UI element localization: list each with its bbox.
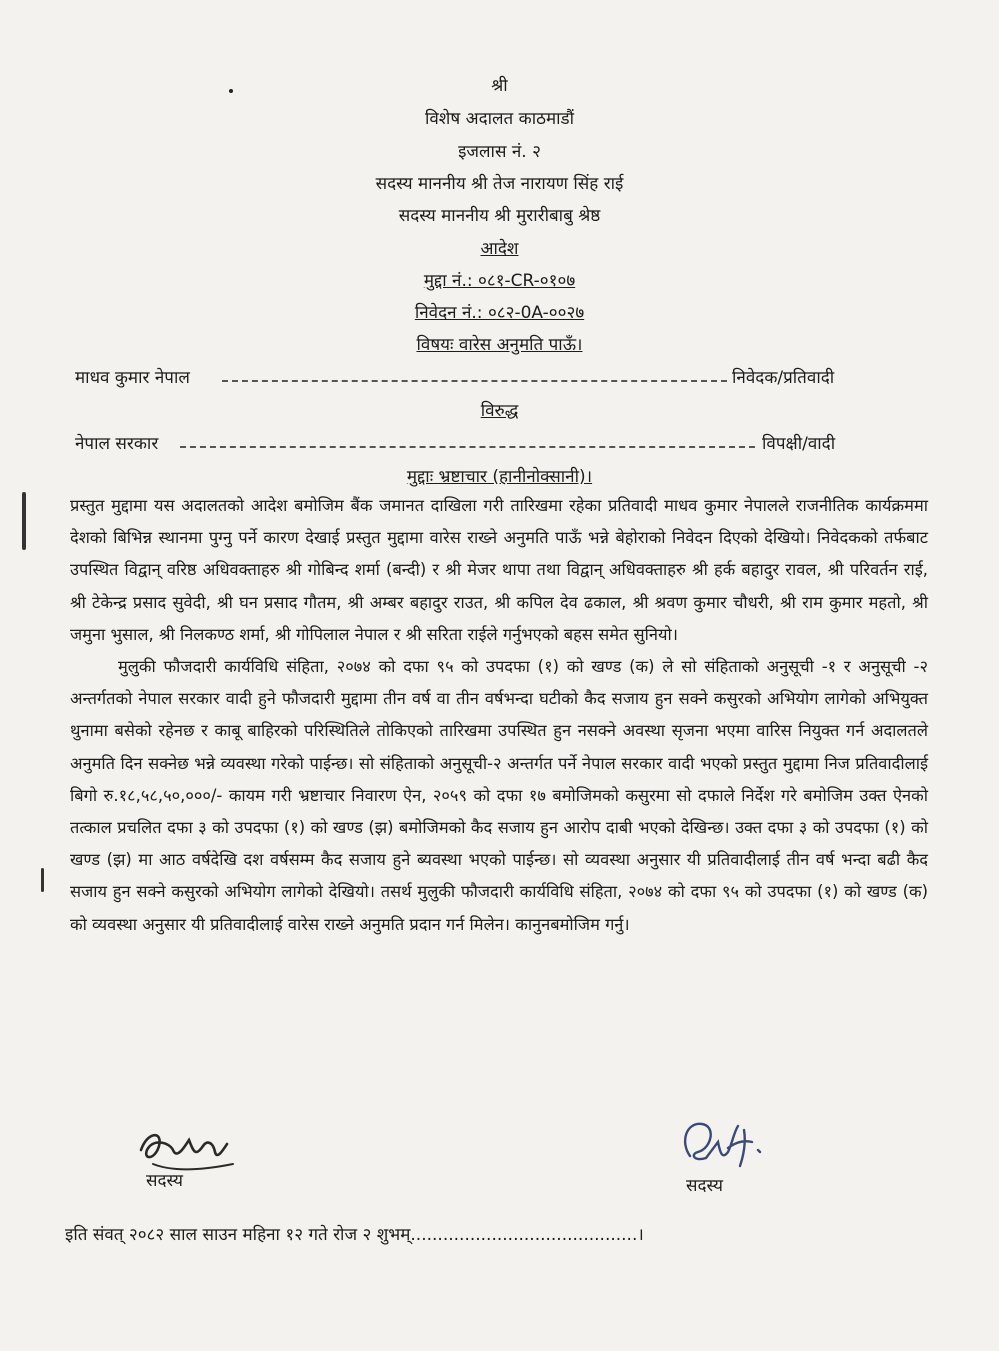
body-paragraph-2: मुलुकी फौजदारी कार्यविधि संहिता, २०७४ को दफा ९५ को उपदफा (१) को खण्ड (क) ले सो संहिताको अनुसूची -१ र अनुसूची -२ अन्तर्गतको नेपाल सरकार वादी हुने फौजदारी मुद्दामा तीन वर्ष वा तीन वर्षभन्दा घटीको कैद सजाय हुन सक्ने कसुरको अभियोग लागेको अभियुक्त थुनामा बसेको रहेनछ र काबू बाहिरको परिस्थितिले तोकिएको तारिखमा उपस्थित हुन नसक्ने अवस्था सृजना भएमा वारिस नियुक्त गर्न अदालतले अनुमति दिन सक्नेछ भन्ने व्यवस्था गरेको पाईन्छ। सो संहिताको अनुसूची-२ अन्तर्गत पर्ने नेपाल सरकार वादी भएको प्रस्तुत मुद्दामा निज प्रतिवादीलाई बिगो रु.१८,५८,५०,०००/- कायम गरी भ्रष्टाचार निवारण ऐन, २०५९ को दफा १७ बमोजिमको कसुरमा सो दफाले निर्देश गरे बमोजिम उक्त ऐनको तत्काल प्रचलित दफा ३ को उपदफा (१) को खण्ड (झ) बमोजिमको कैद सजाय हुन आरोप दाबी भएको देखिन्छ। उक्त दफा ३ को उपदफा (१) को खण्ड (झ) मा आठ वर्षदेखि दश वर्षसम्म कैद सजाय हुने ब्यवस्था भएको पाईन्छ। सो व्यवस्था अनुसार यी प्रतिवादीलाई तीन वर्ष भन्दा बढी कैद सजाय हुन सक्ने कसुरको अभियोग लागेको देखियो। तसर्थ मुलुकी फौजदारी कार्यविधि संहिता, २०७४ को दफा ९५ को उपदफा (१) को खण्ड (क) को व्यवस्था अनुसार यी प्रतिवादीलाई वारेस राख्ने अनुमति प्रदान गर्न मिलेन। कानुनबमोजिम गर्नु।: [70, 657, 928, 934]
applicant-role: निवेदक/प्रतिवादी: [732, 368, 835, 388]
order-body: [70, 490, 928, 941]
member-1: सदस्य माननीय श्री तेज नारायण सिंह राई: [375, 174, 624, 194]
margin-mark: [22, 492, 26, 550]
opponent-role: विपक्षी/वादी: [762, 434, 836, 454]
document-type: आदेश: [480, 239, 519, 259]
court-name: विशेष अदालत काठमाडौं: [424, 109, 575, 129]
member-2: सदस्य माननीय श्री मुरारीबाबु श्रेष्ठ: [398, 206, 601, 226]
petition-number: निवेदन नं.: ०८२-0A-००२७: [414, 303, 585, 323]
margin-mark: [41, 868, 44, 892]
opponent-leader-line: [180, 446, 755, 448]
opponent-name: नेपाल सरकार: [75, 434, 159, 454]
versus-label: विरुद्ध: [480, 401, 519, 421]
bench-number: इजलास नं. २: [458, 142, 541, 162]
signature-label-right: सदस्य: [686, 1176, 723, 1196]
body-paragraph-1: प्रस्तुत मुद्दामा यस अदालतको आदेश बमोजिम बैंक जमानत दाखिला गरी तारिखमा रहेका प्रतिवादी माधव कुमार नेपालले राजनीतिक कार्यक्रममा देशको बिभिन्न स्थानमा पुग्नु पर्ने कारण देखाई प्रस्तुत मुद्दामा वारेस राख्ने अनुमति पाऊँ भन्ने बेहोराको निवेदन दिएको देखियो। निवेदकको तर्फबाट उपस्थित विद्वान् वरिष्ठ अधिवक्ताहरु श्री गोबिन्द शर्मा (बन्दी) र श्री मेजर थापा तथा विद्वान् अधिवक्ताहरु श्री हर्क बहादुर रावल, श्री परिवर्तन राई, श्री टेकेन्द्र प्रसाद सुवेदी, श्री घन प्रसाद गौतम, श्री अम्बर बहादुर राउत, श्री कपिल देव ढकाल, श्री श्रवण कुमार चौधरी, श्री राम कुमार महतो, श्री जमुना भुसाल, श्री निलकण्ठ शर्मा, श्री गोपिलाल नेपाल र श्री सरिता राईले गर्नुभएको बहस समेत सुनियो।: [70, 496, 928, 644]
subject-line: विषयः वारेस अनुमति पाऊँ।: [416, 335, 583, 355]
date-line: इति संवत् २०८२ साल साउन महिना १२ गते रोज २ शुभम्..........................................।: [65, 1225, 644, 1245]
applicant-name: माधव कुमार नेपाल: [75, 368, 190, 388]
signature-label-left: सदस्य: [146, 1171, 183, 1191]
case-title: मुद्दाः भ्रष्टाचार (हानीनोक्सानी)।: [406, 467, 593, 487]
signature-right: [672, 1112, 782, 1176]
case-number: मुद्दा नं.: ०८१-CR-०१०७: [423, 271, 576, 291]
applicant-leader-line: [222, 380, 727, 382]
header-shri: श्री: [491, 76, 508, 96]
